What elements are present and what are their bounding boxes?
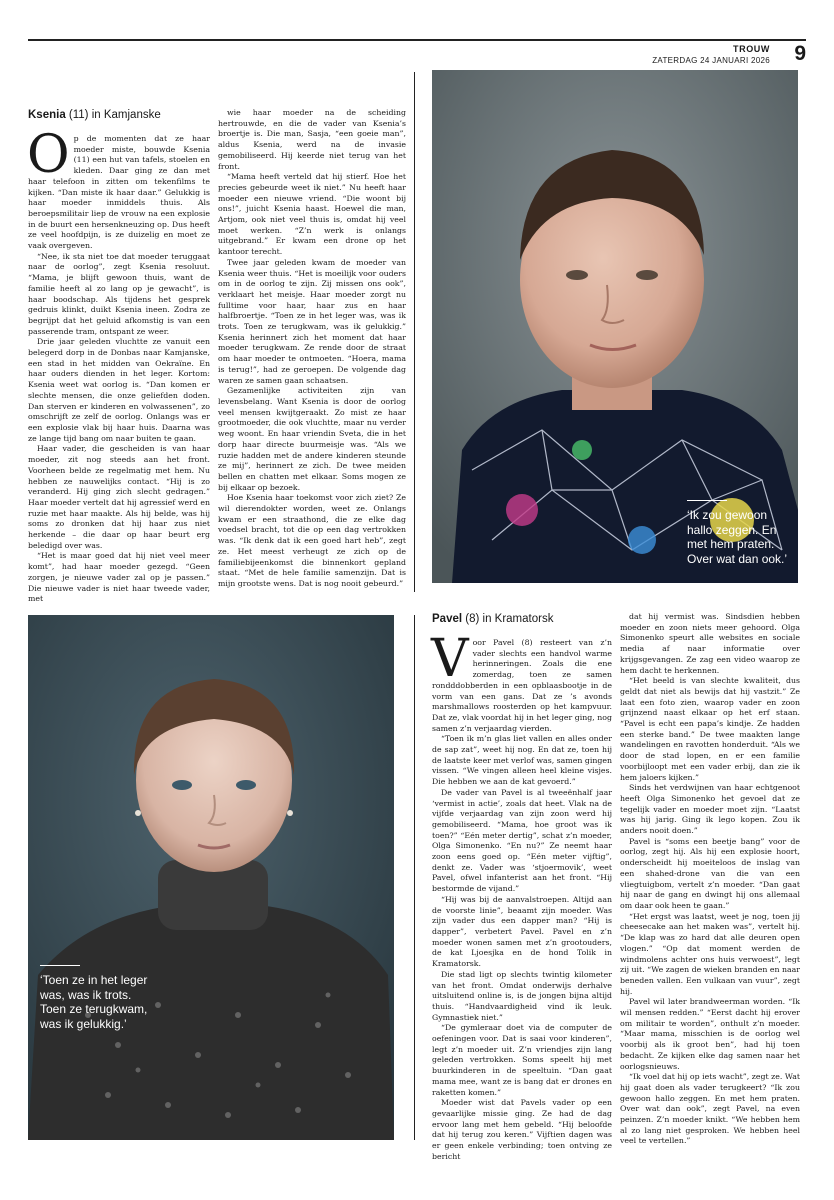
issue-date: ZATERDAG 24 JANUARI 2026 xyxy=(652,56,770,65)
pavel-paragraph: “Het beeld is van slechte kwaliteit, dus geldt dat niet als bewijs dat hij vastzit.” Ze laat een foto zien, waarop vader en zoon grijnzend naast elkaar op het erf staan. “Pavel is echt een papa’s kindje. Ze hadden een sterke band.” De twee maakten lange wandelingen en ravotten honderduit. “Als we door de stad lopen, en er een familie voorbijloopt met een vader erbij, dan zie ik hem jaloers kijken.” xyxy=(620,676,800,782)
portrait-photo-boy xyxy=(432,70,798,583)
pavel-paragraph: De vader van Pavel is al tweeënhalf jaar ‘vermist in actie’, zoals dat heet. Vlak na de vijfde verjaardag van zijn zoon werd hij gemobiliseerd. “Mama, hoe groot was ik toen?” “Eén meter dertig”, schat z’n moeder, Olga Simonenko. “En nu?” Ze neemt haar zoon eens goed op. “Eén meter vijftig”, denkt ze. Vader was ‘stjoermovik’, weet Pavel, ofwel infanterist aan het front. “Hij bestormde de vijand.” xyxy=(432,787,612,894)
ksenia-paragraph: p de momenten dat ze haar moeder miste, bouwde Ksenia (11) een hut van tafels, stoelen en kleden. Daar ging ze dan met haar telefoon in zitten om tekenfilms te kijken. “Dan miste ik haar daar.” Gelukkig is haar moeder inmiddels thuis. Als beroepsmilitair liep de vrouw na een explosie in de buurt een hersenkneuzing op. Dus heeft ze veel hoofdpijn, is ze duizelig en moet ze vaak overgeven. xyxy=(28,134,210,251)
paper-name: TROUW xyxy=(733,44,770,54)
pull-quote-girl: ‘Toen ze in het leger was, was ik trots. Toen ze terugkwam, was ik gelukkig.’ xyxy=(40,973,148,1031)
quote-rule-girl xyxy=(40,965,80,966)
page-number: 9 xyxy=(794,42,806,65)
column-divider-top xyxy=(414,72,415,592)
pavel-paragraph: Pavel is “soms een beetje bang” voor de oorlog, zegt hij. Als hij een explosie hoort, onderscheidt hij moeiteloos de inslag van een shahed-drone van die van een vliegtuigbom, vertelt z’n moeder. “Dan gaat hij naar de gang en dwingt hij ons allemaal om daar ook heen te gaan.” xyxy=(620,836,800,910)
portrait-girl-image xyxy=(28,615,394,1140)
portrait-photo-girl xyxy=(28,615,394,1140)
ksenia-paragraph: Drie jaar geleden vluchtte ze vanuit een belegerd dorp in de Donbas naar Kamjanske, een stad in het midden van Oekraïne. En haar ouders dienden in het leger. Kortom: Ksenia weet wat oorlog is. “Dan komen er slechte mensen, die onze geliefden doden. Dan sterven er kinderen en volwassenen”, zo omschrijft ze zelf de oorlog. Onlangs was er een explosie vlak bij haar huis. Daarna was ze lange tijd bang om naar buiten te gaan. xyxy=(28,337,210,443)
pavel-paragraph: “Hij was bij de aanvalstroepen. Altijd aan de voorste linie”, beaamt zijn moeder. Was zijn vader dus een dapper man? “Hij is dapper”, verbetert Pavel. Pavel en z’n moeder wonen samen met z’n grootouders, de kat Ljoesjka en de hond Tolik in Kramatorsk. xyxy=(432,894,612,969)
pavel-column-1 xyxy=(431,629,612,1161)
top-rule xyxy=(28,39,806,41)
ksenia-paragraph: Gezamenlijke activiteiten zijn van levensbelang. Want Ksenia is door de oorlog veel mensen kwijtgeraakt. Zo mist ze haar grootmoeder, die ook vluchtte, maar nu verder weg woont. En haar vriendin Sveta, die in het dorp haar directe buurmeisje was. “Als we ruzie hadden met de andere kinderen steunde ze mij”, herinnert ze zich. De twee meiden bellen en chatten met elkaar. Soms mogen ze bij elkaar op bezoek. xyxy=(218,386,406,492)
pavel-paragraph: “Ik voel dat hij op iets wacht”, zegt ze. Wat hij gaat doen als vader terugkeert? “Ik zou gewoon hallo zeggen. En met hem praten. Over wat dan ook”, zegt Pavel, na even peinzen. Z’n moeder knikt. “We hebben hem al zo lang niet gesproken. We hebben heel veel te vertellen.” xyxy=(620,1072,800,1146)
ksenia-column-2 xyxy=(218,108,406,594)
pavel-name: Pavel xyxy=(432,613,463,625)
ksenia-meta: (11) in Kamjanske xyxy=(65,109,161,121)
pavel-meta: (8) in Kramatorsk xyxy=(462,613,554,625)
masthead xyxy=(652,44,770,66)
portrait-boy-image xyxy=(432,70,798,583)
ksenia-dropcap: O xyxy=(27,125,70,185)
quote-rule-boy xyxy=(687,500,727,501)
pavel-paragraph: “Toen ik m’n glas liet vallen en alles onder de sap zat”, weet hij nog. En dat ze, toen hij de laatste keer met verlof was, samen gingen vissen. “We vingen alleen heel kleine visjes. Die hebben we aan de kat gevoerd.” xyxy=(432,734,612,787)
pavel-paragraph: Sinds het verdwijnen van haar echtgenoot heeft Olga Simonenko het gevoel dat ze tegelijk vader en moeder moet zijn. “Laatst was hij jarig. Ging ik lego kopen. Zou ik anders nooit doen.” xyxy=(620,783,800,836)
ksenia-paragraph: Haar vader, die gescheiden is van haar moeder, zit nog steeds aan het front. Voorheen belde ze regelmatig met hem. Nu hebben ze nauwelijks contact. “Hij is zo veranderd. Hij ging zich slecht gedragen.” Haar moeder vertelt dat hij agressief werd en ruzie met haar maakte. Als hij belde, was hij soms zo dronken dat hij haar zus niet herkende – die daar op haar beurt erg beledigd over was. xyxy=(28,444,210,550)
pavel-paragraph: “De gymleraar doet via de computer de oefeningen voor. Dat is saai voor kinderen”, legt z’n moeder uit. Z’n vriendjes zijn lang geleden vertrokken. Soms speelt hij met buurkinderen in de speeltuin. “Dan gaat mama mee, want ze is bang dat er drones en raketten komen.” xyxy=(432,1023,612,1097)
pavel-paragraph: oor Pavel (8) resteert van z’n vader slechts een handvol warme herinneringen. Zoals die ene zomerdag, toen ze samen rondddobberden in een opblaasbootje in de vorm van een gans. Dat ze ’s avonds marshmallows roosterden op het kampvuur. Dat ze, vlak voordat hij in het leger ging, nog samen z’n verjaardag vierden. xyxy=(432,638,612,733)
ksenia-paragraph: Twee jaar geleden kwam de moeder van Ksenia weer thuis. “Het is moeilijk voor ouders om in de oorlog te zijn. Zij missen ons ook”, verklaart het meisje. Haar moeder zorgt nu fulltime voor haar, haar zus en haar halfbroertje. “Toen ze in het leger was, was ik trots. Toen ze terugkwam, was ik gelukkig.” Ksenia herinnert zich het moment dat haar moeder terugkwam. Ze rende door de straat om haar moeder te ontmoeten. “Hoera, mama is terug!”, had ze geroepen. De volgende dag waren ze samen gaan schaatsen. xyxy=(218,257,406,385)
ksenia-paragraph: wie haar moeder na de scheiding hertrouwde, en die de vader van Ksenia’s broertje is. Die man, Sasja, “een goeie man”, aldus Ksenia, werd na de invasie gemobiliseerd. Hij keerde niet terug van het front. xyxy=(218,108,406,171)
ksenia-paragraph: “Mama heeft verteld dat hij stierf. Hoe het precies gebeurde weet ik niet.” Nu heeft haar moeder een nieuwe vriend. “Die woont bij ons!”, juicht Ksenia haast. Hoewel die man, Artjom, ook niet veel thuis is, omdat hij veel moet werken. “Z’n werk is onlangs uitgebrand.” Er kwam een drone op het kantoor terecht. xyxy=(218,172,406,257)
pavel-paragraph: “Het ergst was laatst, weet je nog, toen jij cheesecake aan het maken was”, vertelt hij. “De klap was zo hard dat alle deuren open vlogen.” “Op dat moment werden de windmolens achter ons huis verwoest”, legt zij uit. “We zagen de wieken branden en naar beneden vallen. Een vulkaan van vuur”, zegt hij. xyxy=(620,911,800,996)
pavel-paragraph: Moeder wist dat Pavels vader op een gevaarlijke missie ging. Ze had de dag ervoor lang met hem gebeld. “Hij beloofde dat hij terug zou keren.” Vijftien dagen was er geen enkele verbinding; toen ontving ze bericht xyxy=(432,1098,612,1161)
pavel-paragraph: dat hij vermist was. Sindsdien hebben moeder en zoon niets meer gehoord. Olga Simonenko speurt alle websites en sociale media af naar informatie over krijgsgevangen. Ze zag een video waarop ze hem dacht te herkennen. xyxy=(620,612,800,675)
pavel-column-2 xyxy=(620,612,800,1148)
pull-quote-boy: ‘Ik zou gewoon hallo zeggen. En met hem praten. Over wat dan ook.’ xyxy=(687,508,788,566)
ksenia-paragraph: “Nee, ik sta niet toe dat moeder teruggaat naar de oorlog”, zegt Ksenia resoluut. “Mama, je blijft gewoon thuis, want de familie heeft al zo lang op je gewacht”, is haar boodschap. Als tijdens het gesprek gedruis klinkt, duikt Ksenia ineen. Zodra ze begrijpt dat het geluid afkomstig is van een passerende tram, ontspant ze weer. xyxy=(28,251,210,336)
ksenia-paragraph: “Het is maar goed dat hij niet veel meer komt”, had haar moeder gezegd. “Geen zorgen, je nieuwe vader zal op je passen.” Die nieuwe vader is niet haar tweede vader, met xyxy=(28,551,210,604)
pavel-dropcap: V xyxy=(431,629,469,689)
column-divider-bottom xyxy=(414,615,415,1140)
pavel-paragraph: Pavel wil later brandweerman worden. “Ik wil mensen redden.” “Eerst dacht hij erover om militair te worden”, onthult z’n moeder. “Maar mama, misschien is de oorlog wel voorbij als ik groot ben”, had hij toen bedacht. Ze kijken elke dag samen naar het oorlogsnieuws. xyxy=(620,997,800,1071)
ksenia-column-1 xyxy=(27,125,210,604)
pavel-heading xyxy=(432,612,632,626)
pavel-paragraph: Die stad ligt op slechts twintig kilometer van het front. Omdat onderwijs derhalve uitsluitend online is, is de jongen bijna altijd thuis. “Handvaardigheid vind ik leuk. Gymnastiek niet.” xyxy=(432,969,612,1022)
ksenia-paragraph: Hoe Ksenia haar toekomst voor zich ziet? Ze wil dierendokter worden, weet ze. Onlangs kwam er een straathond, die ze elke dag voedsel bracht, tot die op een dag vertrokken was. “Ik denk dat ik een goed hart heb”, zegt ze. Het meest verheugt ze zich op de familiebijeenkomst die binnenkort gepland staat. “Met de hele familie samenzijn. Dat is mijn grootste wens. Dat is nog nooit gebeurd.” xyxy=(218,493,406,588)
ksenia-name: Ksenia xyxy=(28,109,66,121)
